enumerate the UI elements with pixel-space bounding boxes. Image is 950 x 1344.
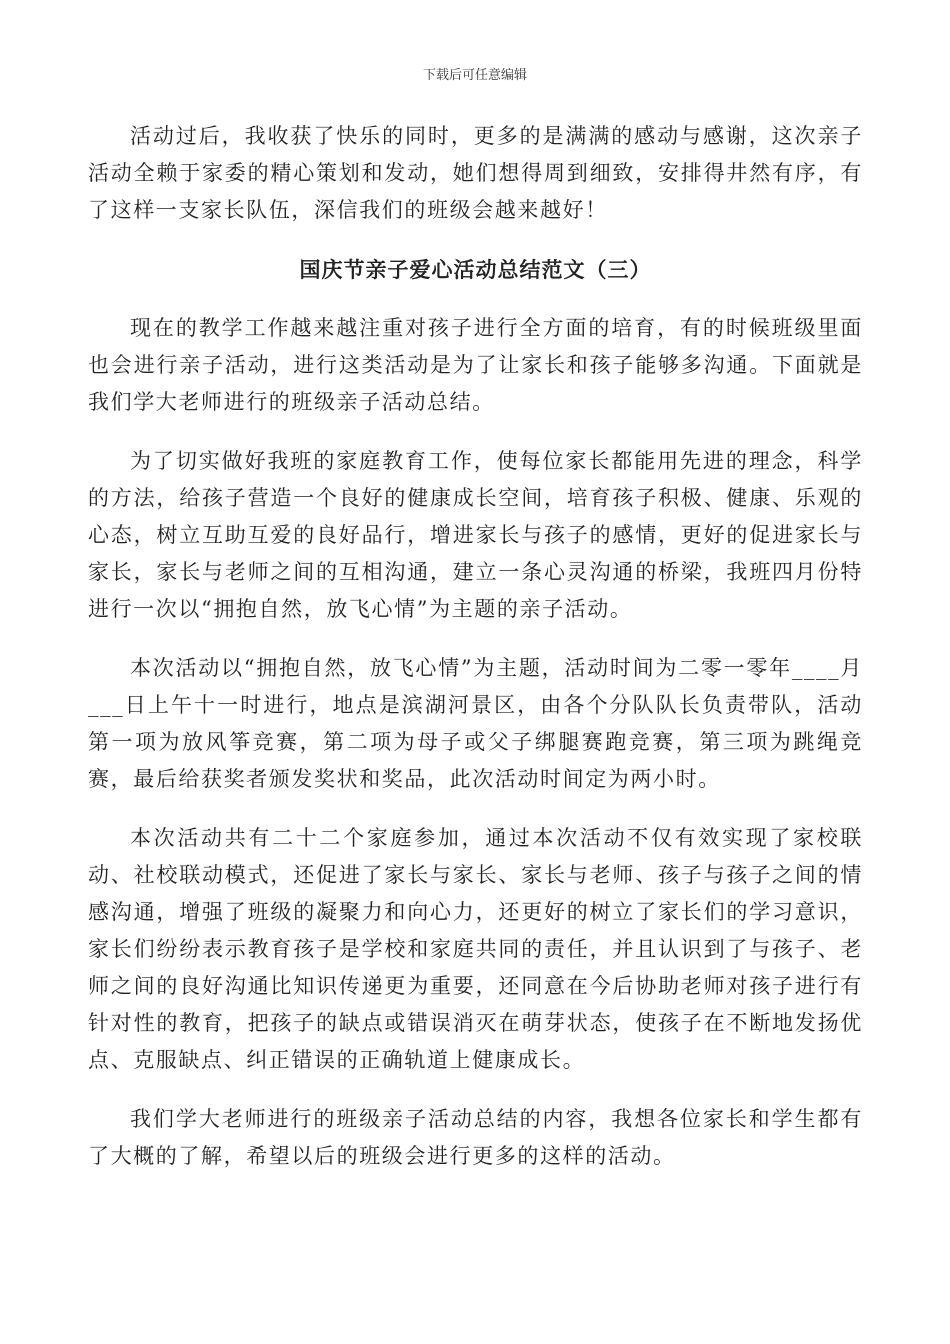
document-body <box>88 118 863 1197</box>
paragraph-2: 为了切实做好我班的家庭教育工作，使每位家长都能用先进的理念，科学的方法，给孩子营造一个良好的健康成长空间，培育孩子积极、健康、乐观的心态，树立互助互爱的良好品行，增进家长与孩子的感情，更好的促进家长与家长，家长与老师之间的互相沟通，建立一条心灵沟通的桥梁，我班四月份特进行一次以“拥抱自然，放飞心情”为主题的亲子活动。 <box>88 449 863 621</box>
paragraph-3: 本次活动以“拥抱自然，放飞心情”为主题，活动时间为二零一零年____月___日上午十一时进行，地点是滨湖河景区，由各个分队队长负责带队，活动第一项为放风筝竞赛，第二项为母子或父子绑腿赛跑竞赛，第三项为跳绳竞赛，最后给获奖者颁发奖状和奖品，此次活动时间定为两小时。 <box>88 656 863 791</box>
section-title: 国庆节亲子爱心活动总结范文（三） <box>299 257 652 282</box>
intro-paragraph: 活动过后，我收获了快乐的同时，更多的是满满的感动与感谢，这次亲子活动全赖于家委的精心策划和发动，她们想得周到细致，安排得井然有序，有了这样一支家长队伍，深信我们的班级会越来越好！ <box>88 124 863 222</box>
paragraph-5: 我们学大老师进行的班级亲子活动总结的内容，我想各位家长和学生都有了大概的了解，希望以后的班级会进行更多的这样的活动。 <box>88 1107 863 1168</box>
header-note: 下载后可任意编辑 <box>422 68 527 83</box>
paragraph-4: 本次活动共有二十二个家庭参加，通过本次活动不仅有效实现了家校联动、社校联动模式，还促进了家长与家长、家长与老师、孩子与孩子之间的情感沟通，增强了班级的凝聚力和向心力，还更好的树立了家长们的学习意识，家长们纷纷表示教育孩子是学校和家庭共同的责任，并且认识到了与孩子、老师之间的良好沟通比知识传递更为重要，还同意在今后协助老师对孩子进行有针对性的教育，把孩子的缺点或错误消灭在萌芽状态，使孩子在不断地发扬优点、克服缺点、纠正错误的正确轨道上健康成长。 <box>88 826 863 1072</box>
paragraph-1: 现在的教学工作越来越注重对孩子进行全方面的培育，有的时候班级里面也会进行亲子活动，进行这类活动是为了让家长和孩子能够多沟通。下面就是我们学大老师进行的班级亲子活动总结。 <box>88 316 863 414</box>
